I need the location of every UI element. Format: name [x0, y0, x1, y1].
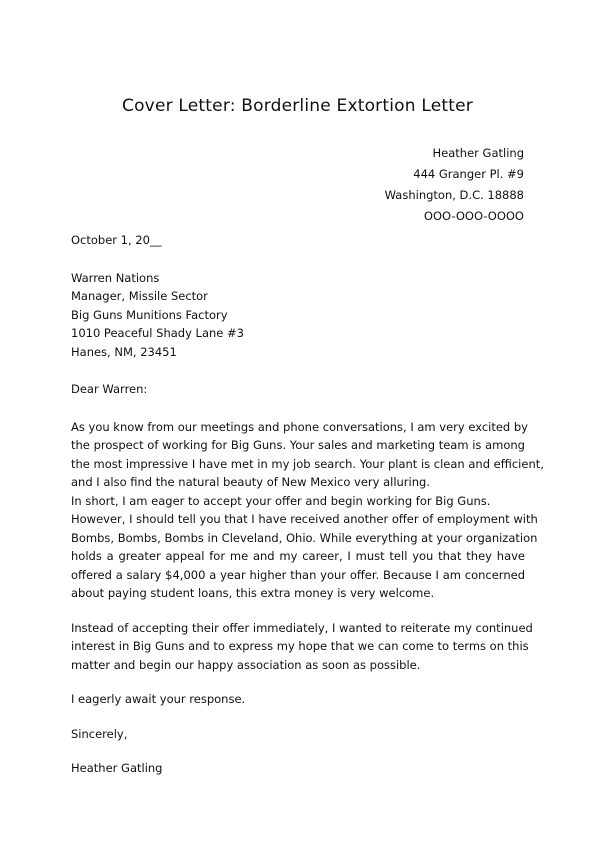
recipient-block [71, 269, 525, 362]
paragraph-line: holds a greater appeal for me and my career, I must tell you that they have [71, 549, 525, 563]
recipient-city: Hanes, NM, 23451 [71, 344, 177, 359]
paragraph-line: In short, I am eager to accept your offer and begin working for Big Guns. [71, 493, 491, 508]
letter-body [71, 231, 544, 778]
paragraph-line: However, I should tell you that I have received another offer of employment with [71, 512, 538, 526]
paragraph-line: Instead of accepting their offer immediately, I wanted to reiterate my continued [71, 620, 533, 635]
sign-off: Sincerely, [71, 726, 128, 741]
paragraph-line: matter and begin our happy association as soon as possible. [71, 657, 421, 672]
paragraph-line: the prospect of working for Big Guns. Your sales and marketing team is among [71, 438, 525, 452]
paragraph-line: about paying student loans, this extra money is very welcome. [71, 586, 435, 600]
paragraph-line: the most impressive I have met in my job search. Your plant is clean and efficient, [71, 456, 544, 471]
paragraph-line: Bombs, Bombs, Bombs in Cleveland, Ohio. While everything at your organization [71, 530, 538, 545]
sender-block [385, 143, 524, 227]
recipient-title: Manager, Missile Sector [71, 289, 208, 303]
paragraph-line: and I also find the natural beauty of New Mexico very alluring. [71, 475, 430, 489]
recipient-street: 1010 Peaceful Shady Lane #3 [71, 326, 244, 340]
recipient-company: Big Guns Munitions Factory [71, 307, 228, 322]
sender-phone: OOO-OOO-OOOO [423, 209, 524, 223]
salutation: Dear Warren: [71, 382, 148, 396]
closing-line: I eagerly await your response. [71, 692, 246, 706]
sender-name: Heather Gatling [432, 146, 524, 160]
sender-street: 444 Granger Pl. #9 [413, 167, 524, 181]
letter-date: October 1, 20__ [71, 233, 162, 247]
paragraph-2 [71, 492, 538, 603]
signature-name: Heather Gatling [71, 761, 163, 775]
paragraph-1 [71, 418, 544, 492]
paragraph-line: interest in Big Guns and to express my hope that we can come to terms on this [71, 639, 529, 653]
paragraph-line: offered a salary $4,000 a year higher than your offer. Because I am concerned [71, 567, 525, 582]
document-title: Cover Letter: Borderline Extortion Letter [122, 96, 473, 116]
recipient-name: Warren Nations [71, 270, 160, 285]
paragraph-3 [71, 619, 533, 675]
sender-city: Washington, D.C. 18888 [384, 188, 524, 202]
paragraph-line: As you know from our meetings and phone conversations, I am very excited by [71, 419, 528, 434]
